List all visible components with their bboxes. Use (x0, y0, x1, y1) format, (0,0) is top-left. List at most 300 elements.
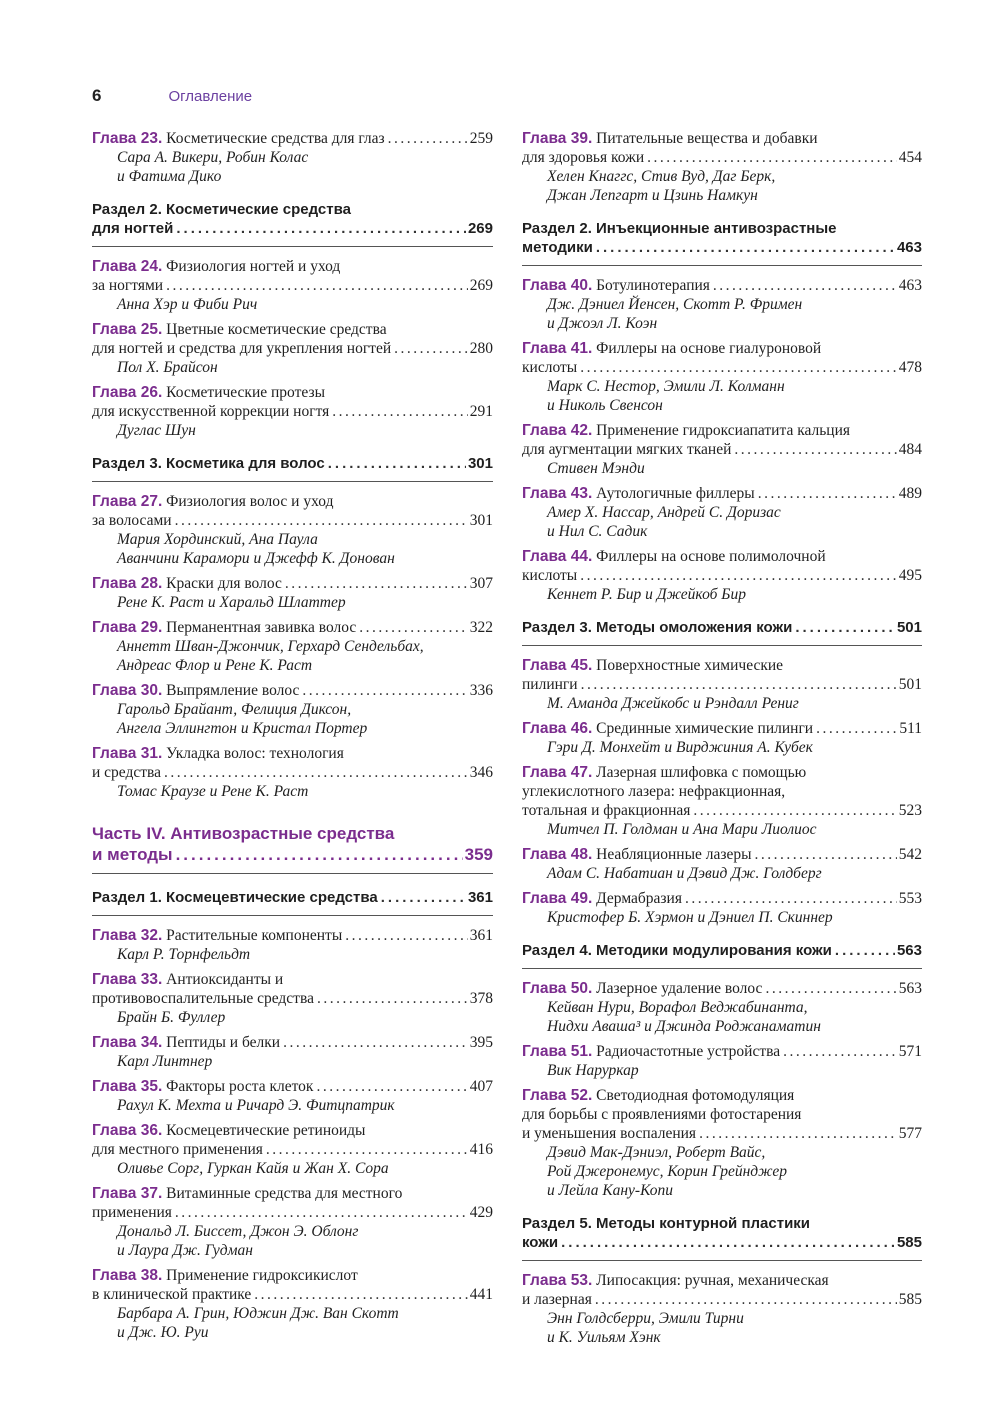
toc-title-line (92, 1285, 493, 1304)
toc-title-line (522, 1086, 922, 1105)
toc-title-text: Раздел 3. Методы омоложения кожи (522, 619, 793, 636)
leader-dots (644, 148, 897, 167)
leader-dots (356, 618, 468, 637)
toc-title-line (92, 276, 493, 295)
toc-title-text: Глава 41. Филлеры на основе гиалуроновой (522, 340, 822, 357)
author-line: Анна Хэр и Фиби Рич (117, 296, 258, 313)
toc-title-line (522, 129, 922, 148)
page-ref: 259 (469, 130, 493, 147)
toc-title-line (522, 276, 922, 295)
page-ref: 553 (898, 890, 922, 907)
toc-chapter-entry[interactable] (92, 1033, 493, 1071)
author-line: и Лаура Дж. Гудман (117, 1242, 253, 1259)
toc-title-text: для местного применения (92, 1141, 263, 1158)
toc-chapter-entry[interactable] (92, 744, 493, 801)
page-ref: 429 (469, 1204, 493, 1221)
chapter-label: Глава 42. (522, 422, 593, 439)
toc-chapter-entry[interactable] (92, 1077, 493, 1115)
toc-title-line (522, 1105, 922, 1124)
author-line: Рахул К. Мехта и Ричард Э. Фитцпатрик (117, 1097, 395, 1114)
leader-dots (592, 1290, 897, 1309)
toc-title-text: Глава 34. Пептиды и белки (92, 1034, 281, 1051)
chapter-label: Глава 34. (92, 1034, 163, 1051)
toc-title-line (92, 888, 493, 907)
toc-title-line (522, 979, 922, 998)
author-line: Адам С. Набатиан и Дэвид Дж. Голдберг (547, 865, 822, 882)
page-ref: 307 (469, 575, 493, 592)
toc-title-line (92, 1203, 493, 1222)
chapter-label: Глава 29. (92, 619, 163, 636)
toc-title-line (92, 763, 493, 782)
toc-title-text: Раздел 5. Методы контурной пластики (522, 1215, 811, 1232)
toc-chapter-entry[interactable] (92, 1184, 493, 1260)
toc-title-line (522, 1214, 922, 1233)
toc-title-text: Глава 49. Дермабразия (522, 890, 682, 907)
chapter-label: Глава 23. (92, 130, 163, 147)
toc-title-line (522, 656, 922, 675)
toc-title-text: Глава 28. Краски для волос (92, 575, 282, 592)
chapter-label: Глава 26. (92, 384, 163, 401)
page-ref: 336 (469, 682, 493, 699)
author-line: Марк С. Нестор, Эмили Л. Колманн (547, 378, 785, 395)
toc-title-line (522, 148, 922, 167)
toc-title-line (92, 257, 493, 276)
page-number: 6 (92, 86, 102, 105)
toc-chapter-entry[interactable] (522, 339, 922, 415)
author-line: и Фатима Дико (117, 168, 222, 185)
chapter-label: Глава 52. (522, 1087, 593, 1104)
toc-title-line (92, 402, 493, 421)
toc-title-line (522, 339, 922, 358)
leader-dots (172, 1203, 468, 1222)
toc-title-text: Глава 33. Антиоксиданты и (92, 971, 284, 988)
toc-title-text: Глава 38. Применение гидроксикислот (92, 1267, 358, 1284)
chapter-label: Глава 47. (522, 764, 593, 781)
toc-title-line (522, 889, 922, 908)
toc-title-line (522, 801, 922, 820)
toc-chapter-entry[interactable] (92, 926, 493, 964)
chapter-label: Глава 46. (522, 720, 593, 737)
toc-title-text: Глава 47. Лазерная шлифовка с помощью (522, 764, 807, 781)
toc-title-text: Глава 53. Липосакция: ручная, механическая (522, 1272, 829, 1289)
toc-title-text: Глава 40. Ботулинотерапия (522, 277, 710, 294)
chapter-label: Глава 39. (522, 130, 593, 147)
leader-dots (577, 566, 897, 585)
toc-part-heading[interactable] (92, 823, 493, 874)
toc-title-text: Глава 35. Факторы роста клеток (92, 1078, 314, 1095)
leader-dots (755, 484, 897, 503)
chapter-label: Глава 48. (522, 846, 593, 863)
toc-chapter-entry[interactable] (522, 979, 922, 1036)
author-line: Барбара А. Грин, Юджин Дж. Ван Скотт (117, 1305, 399, 1322)
page-ref: 523 (898, 802, 922, 819)
author-line: Хелен Кнаггс, Стив Вуд, Даг Берк, (547, 168, 776, 185)
chapter-label: Глава 41. (522, 340, 593, 357)
toc-chapter-entry[interactable] (92, 1121, 493, 1178)
toc-chapter-entry[interactable] (522, 656, 922, 713)
toc-title-text: Глава 27. Физиология волос и уход (92, 493, 334, 510)
toc-chapter-entry[interactable] (92, 257, 493, 314)
toc-title-text: Глава 48. Неабляционные лазеры (522, 846, 752, 863)
toc-title-text: за волосами (92, 512, 172, 529)
toc-title-text: тотальная и фракционная (522, 802, 691, 819)
toc-title-line (522, 675, 922, 694)
page-ref: 511 (899, 720, 922, 737)
toc-chapter-entry[interactable] (92, 618, 493, 675)
page-ref: 585 (898, 1291, 922, 1308)
toc-title-text: методики (522, 239, 593, 256)
toc-title-text: Глава 52. Светодиодная фотомодуляция (522, 1087, 795, 1104)
author-line: Дуглас Шун (117, 422, 196, 439)
toc-title-line (92, 320, 493, 339)
toc-title-text: Раздел 2. Косметические средства (92, 201, 351, 218)
chapter-label: Глава 33. (92, 971, 163, 988)
toc-title-text: кислоты (522, 359, 578, 376)
page-ref: 395 (469, 1034, 493, 1051)
author-line: Кристофер Б. Хэрмон и Дэниел П. Скиннер (547, 909, 833, 926)
leader-dots (731, 440, 896, 459)
leader-dots (282, 574, 468, 593)
page-ref: 542 (898, 846, 922, 863)
leader-dots (314, 989, 468, 1008)
chapter-label: Глава 31. (92, 745, 163, 762)
toc-title-line (522, 1124, 922, 1143)
author-line: Ангела Эллингтон и Кристал Портер (117, 720, 368, 737)
page-ref: 501 (898, 676, 922, 693)
toc-title-line (522, 566, 922, 585)
toc-section-heading[interactable] (92, 200, 493, 247)
toc-chapter-entry[interactable] (92, 383, 493, 440)
page-ref: 463 (896, 239, 922, 256)
chapter-label: Глава 27. (92, 493, 163, 510)
toc-title-line (92, 844, 493, 865)
toc-title-text: Глава 46. Срединные химические пилинги (522, 720, 814, 737)
leader-dots (578, 675, 897, 694)
toc-chapter-entry[interactable] (92, 681, 493, 738)
toc-section-heading[interactable] (522, 941, 922, 969)
toc-title-text: Глава 42. Применение гидроксиапатита кальция (522, 422, 851, 439)
toc-title-line (92, 1077, 493, 1096)
toc-chapter-entry[interactable] (522, 547, 922, 604)
author-line: Кеннет Р. Бир и Джейкоб Бир (547, 586, 746, 603)
author-line: Рой Джеронемус, Корин Грейнджер (547, 1163, 787, 1180)
leader-dots (832, 941, 895, 960)
author-line: и Джоэл Л. Коэн (547, 315, 658, 332)
toc-title-text: Глава 23. Косметические средства для глаз (92, 130, 385, 147)
toc-title-text: для ногтей и средства для укрепления ногтей (92, 340, 392, 357)
author-line: Томас Краузе и Рене К. Раст (117, 783, 309, 800)
author-line: Гэри Д. Монхейт и Вирджиния А. Кубек (547, 739, 813, 756)
toc-title-line (522, 421, 922, 440)
author-line: Пол Х. Брайсон (117, 359, 218, 376)
toc-left-column (92, 129, 493, 1348)
toc-title-line (92, 681, 493, 700)
toc-section-heading[interactable] (522, 618, 922, 646)
toc-title-line (92, 454, 493, 473)
author-line: Аннетт Шван-Джончик, Герхард Сендельбах, (117, 638, 424, 655)
toc-title-line (92, 1140, 493, 1159)
page-ref: 407 (469, 1078, 493, 1095)
toc-chapter-entry[interactable] (522, 889, 922, 927)
author-line: и Лейла Кану-Копи (547, 1182, 674, 1199)
leader-dots (682, 889, 897, 908)
toc-right-column (522, 129, 922, 1353)
toc-title-text: в клинической практике (92, 1286, 252, 1303)
toc-title-line (522, 238, 922, 257)
page-ref: 563 (896, 942, 922, 959)
toc-chapter-entry[interactable] (522, 1042, 922, 1080)
toc-chapter-entry[interactable] (522, 276, 922, 333)
toc-title-text: Глава 25. Цветные косметические средства (92, 321, 387, 338)
author-line: Оливье Сорг, Гуркан Кайя и Жан Х. Сора (117, 1160, 389, 1177)
page-ref: 378 (469, 990, 493, 1007)
leader-dots (329, 402, 467, 421)
chapter-label: Глава 24. (92, 258, 163, 275)
toc-title-text: Глава 24. Физиология ногтей и уход (92, 258, 341, 275)
toc-title-line (522, 618, 922, 637)
toc-title-text: Раздел 1. Космецевтические средства (92, 889, 378, 906)
toc-title-text: и лазерная (522, 1291, 592, 1308)
leader-dots (378, 888, 466, 907)
author-line: Гарольд Брайант, Фелиция Диксон, (117, 701, 352, 718)
toc-title-line (92, 1033, 493, 1052)
author-line: Дэвид Мак-Дэниэл, Роберт Вайс, (547, 1144, 766, 1161)
toc-chapter-entry[interactable] (92, 320, 493, 377)
toc-title-text: и уменьшения воспаления (522, 1125, 697, 1142)
toc-chapter-entry[interactable] (92, 574, 493, 612)
leader-dots (792, 618, 895, 637)
toc-title-text: Часть IV. Антивозрастные средства (92, 824, 395, 843)
chapter-label: Глава 30. (92, 682, 163, 699)
toc-title-text: Глава 29. Перманентная завивка волос (92, 619, 357, 636)
toc-title-text: для аугментации мягких тканей (522, 441, 732, 458)
leader-dots (263, 1140, 468, 1159)
toc-chapter-entry[interactable] (92, 1266, 493, 1342)
chapter-label: Глава 36. (92, 1122, 163, 1139)
leader-dots (342, 926, 468, 945)
toc-title-text: Раздел 2. Инъекционные антивозрастные (522, 220, 837, 237)
toc-title-text: для борьбы с проявлениями фотостарения (522, 1106, 802, 1123)
toc-title-line (522, 1042, 922, 1061)
author-line: Карл Линтнер (117, 1053, 213, 1070)
leader-dots (172, 511, 468, 530)
page-ref: 489 (898, 485, 922, 502)
toc-title-line (92, 574, 493, 593)
toc-title-line (92, 970, 493, 989)
chapter-label: Глава 49. (522, 890, 593, 907)
page-ref: 359 (464, 845, 493, 864)
toc-title-text: Глава 44. Филлеры на основе полимолочной (522, 548, 826, 565)
leader-dots (710, 276, 897, 295)
author-line: М. Аманда Джейкобс и Рэндалл Рениг (547, 695, 799, 712)
leader-dots (173, 844, 463, 865)
leader-dots (251, 1285, 467, 1304)
chapter-label: Глава 50. (522, 980, 593, 997)
toc-title-text: Глава 31. Укладка волос: технология (92, 745, 344, 762)
toc-title-text: кожи (522, 1234, 559, 1251)
toc-title-text: углекислотного лазера: нефракционная, (522, 783, 786, 800)
chapter-label: Глава 25. (92, 321, 163, 338)
toc-title-line (92, 339, 493, 358)
toc-section-heading[interactable] (92, 454, 493, 482)
toc-title-text: для здоровья кожи (522, 149, 645, 166)
author-line: Вик Наруркар (547, 1062, 639, 1079)
toc-title-text: применения (92, 1204, 172, 1221)
chapter-label: Глава 38. (92, 1267, 163, 1284)
leader-dots (813, 719, 897, 738)
author-line: Брайн Б. Фуллер (117, 1009, 226, 1026)
toc-chapter-entry[interactable] (522, 1086, 922, 1200)
page-ref: 441 (469, 1286, 493, 1303)
page-ref: 454 (898, 149, 922, 166)
author-line: Дж. Дэниел Йенсен, Скотт Р. Фримен (547, 296, 803, 313)
toc-title-text: для ногтей (92, 220, 174, 237)
toc-title-text: Глава 51. Радиочастотные устройства (522, 1043, 781, 1060)
toc-title-line (522, 1290, 922, 1309)
toc-chapter-entry[interactable] (522, 719, 922, 757)
toc-title-line (92, 618, 493, 637)
author-line: Андреас Флор и Рене К. Раст (117, 657, 313, 674)
toc-title-text: Глава 26. Косметические протезы (92, 384, 325, 401)
toc-title-line (92, 1184, 493, 1203)
toc-chapter-entry[interactable] (522, 763, 922, 839)
toc-title-text: Раздел 3. Косметика для волос (92, 455, 325, 472)
toc-title-text: Глава 50. Лазерное удаление волос (522, 980, 763, 997)
page-ref: 269 (467, 220, 493, 237)
leader-dots (696, 1124, 897, 1143)
author-line: и К. Уильям Хэнк (547, 1329, 661, 1346)
chapter-label: Глава 40. (522, 277, 593, 294)
page-ref: 322 (469, 619, 493, 636)
toc-chapter-entry[interactable] (522, 421, 922, 478)
toc-section-heading[interactable] (92, 888, 493, 916)
toc-title-line (522, 941, 922, 960)
author-line: Джан Лепгарт и Цзинь Намкун (547, 187, 758, 204)
chapter-label: Глава 28. (92, 575, 163, 592)
toc-title-line (522, 547, 922, 566)
page-ref: 269 (469, 277, 493, 294)
toc-title-line (92, 1121, 493, 1140)
page-ref: 361 (469, 927, 493, 944)
leader-dots (391, 339, 468, 358)
author-line: Амер Х. Нассар, Андрей С. Доризас (547, 504, 781, 521)
page-ref: 501 (896, 619, 922, 636)
author-line: Мария Хординский, Ана Паула (117, 531, 318, 548)
page-ref: 585 (896, 1234, 922, 1251)
page-ref: 346 (469, 764, 493, 781)
toc-title-text: противовоспалительные средства (92, 990, 314, 1007)
page-ref: 563 (898, 980, 922, 997)
leader-dots (325, 454, 466, 473)
toc-title-line (92, 989, 493, 1008)
author-line: Кейван Нури, Ворафол Веджабинанта, (547, 999, 808, 1016)
toc-title-line (522, 1271, 922, 1290)
toc-chapter-entry[interactable] (522, 845, 922, 883)
toc-title-line (92, 492, 493, 511)
page-ref: 478 (898, 359, 922, 376)
toc-title-text: Глава 37. Витаминные средства для местного (92, 1185, 403, 1202)
toc-title-text: пилинги (522, 676, 578, 693)
chapter-label: Глава 37. (92, 1185, 163, 1202)
chapter-label: Глава 32. (92, 927, 163, 944)
leader-dots (593, 238, 895, 257)
toc-title-text: кислоты (522, 567, 578, 584)
author-line: Нидхи Аваша³ и Джинда Роджанаматин (547, 1018, 821, 1035)
leader-dots (752, 845, 897, 864)
toc-title-line (92, 219, 493, 238)
author-line: Аванчини Карамори и Джефф К. Донован (117, 550, 395, 567)
running-title: Оглавление (168, 88, 253, 105)
toc-chapter-entry[interactable] (522, 484, 922, 541)
leader-dots (762, 979, 896, 998)
author-line: Митчел П. Голдман и Ана Мари Лиолиос (547, 821, 817, 838)
toc-title-line (92, 511, 493, 530)
leader-dots (780, 1042, 897, 1061)
toc-title-line (92, 926, 493, 945)
toc-section-heading[interactable] (522, 219, 922, 266)
chapter-label: Глава 45. (522, 657, 593, 674)
toc-title-text: Глава 30. Выпрямление волос (92, 682, 300, 699)
toc-title-line (522, 484, 922, 503)
toc-title-text: для искусственной коррекции ногтя (92, 403, 330, 420)
toc-title-text: и средства (92, 764, 162, 781)
author-line: и Нил С. Садик (547, 523, 648, 540)
page-ref: 291 (469, 403, 493, 420)
page-ref: 577 (898, 1125, 922, 1142)
toc-title-text: Раздел 4. Методики модулирования кожи (522, 942, 832, 959)
leader-dots (299, 681, 467, 700)
leader-dots (161, 763, 468, 782)
author-line: и Дж. Ю. Руи (117, 1324, 209, 1341)
page-ref: 571 (898, 1043, 922, 1060)
toc-title-line (522, 763, 922, 782)
toc-title-text: за ногтями (92, 277, 164, 294)
toc-title-line (92, 823, 493, 844)
toc-chapter-entry[interactable] (92, 970, 493, 1027)
leader-dots (690, 801, 896, 820)
toc-chapter-entry[interactable] (522, 1271, 922, 1347)
toc-title-text: Глава 39. Питательные вещества и добавки (522, 130, 818, 147)
toc-chapter-entry[interactable] (92, 129, 493, 186)
chapter-label: Глава 35. (92, 1078, 163, 1095)
toc-title-line (522, 1233, 922, 1252)
author-line: Дональд Л. Биссет, Джон Э. Облонг (117, 1223, 359, 1240)
toc-title-text: Глава 45. Поверхностные химические (522, 657, 784, 674)
leader-dots (577, 358, 897, 377)
toc-title-line (92, 744, 493, 763)
author-line: Стивен Мэнди (547, 460, 645, 477)
chapter-label: Глава 44. (522, 548, 593, 565)
toc-title-line (92, 129, 493, 148)
toc-chapter-entry[interactable] (92, 492, 493, 568)
leader-dots (280, 1033, 468, 1052)
toc-title-line (522, 358, 922, 377)
toc-title-line (522, 440, 922, 459)
toc-title-line (92, 1266, 493, 1285)
toc-title-text: Глава 43. Аутологичные филлеры (522, 485, 755, 502)
page-header (92, 86, 252, 106)
toc-section-heading[interactable] (522, 1214, 922, 1261)
author-line: Карл Р. Торнфельдт (117, 946, 251, 963)
toc-chapter-entry[interactable] (522, 129, 922, 205)
leader-dots (313, 1077, 467, 1096)
toc-title-line (522, 219, 922, 238)
toc-title-line (92, 200, 493, 219)
leader-dots (558, 1233, 895, 1252)
page-ref: 495 (898, 567, 922, 584)
page-ref: 361 (467, 889, 493, 906)
leader-dots (163, 276, 468, 295)
